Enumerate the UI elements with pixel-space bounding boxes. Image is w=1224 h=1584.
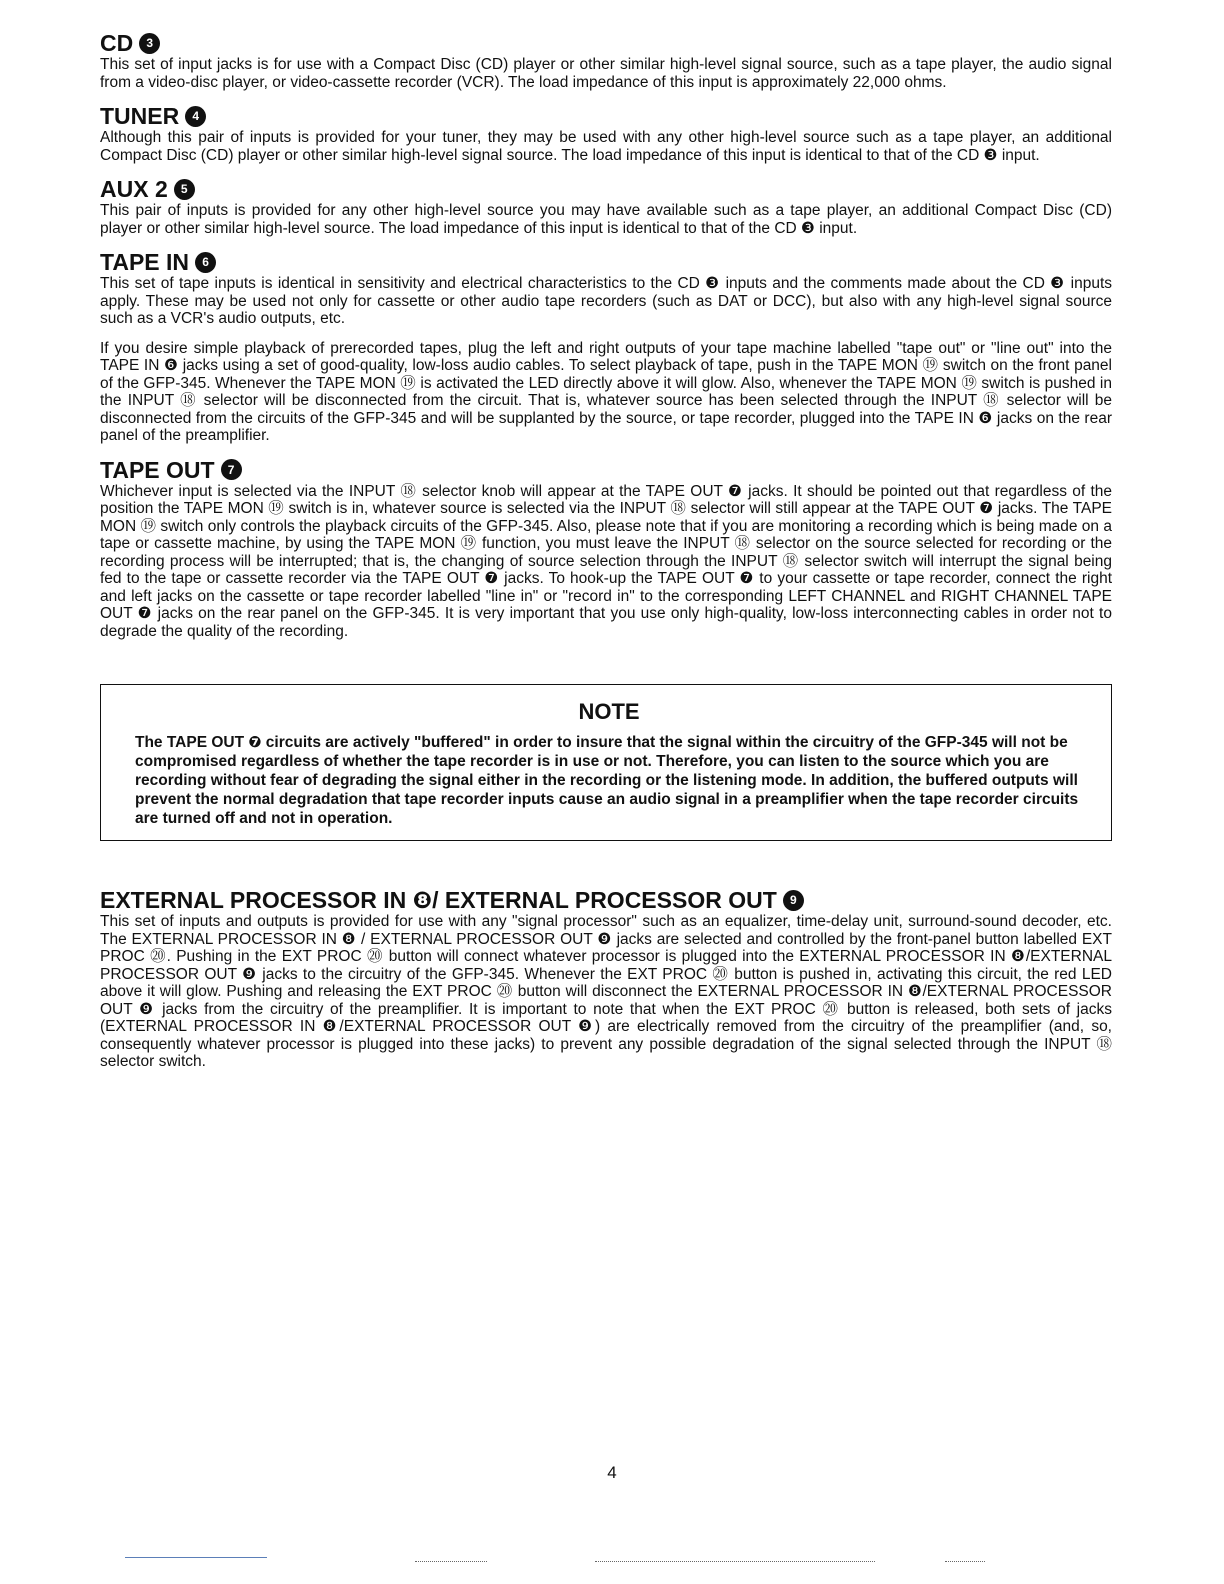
page-number: 4 xyxy=(607,1463,617,1482)
section-aux2 xyxy=(100,176,1112,237)
section-title: TUNER xyxy=(100,103,180,129)
section-paragraph: This set of inputs and outputs is provided for use with any "signal processor" such as an equalizer, time-delay unit, surround-sound decoder, etc. The EXTERNAL PROCESSOR IN ❽ / EXTERNAL PROCESSOR OUT ❾ jacks are selected and controlled by the front-panel button labelled EXT PROC ⑳. Pushing in the EXT PROC ⑳ button will connect whatever processor is plugged into the EXTERNAL PROCESSOR IN ❽/EXTERNAL PROCESSOR OUT ❾ jacks to the circuitry of the GFP-345. Whenever the EXT PROC ⑳ button is pushed in, activating this circuit, the red LED above it will glow. Pushing and releasing the EXT PROC ⑳ button will disconnect the EXTERNAL PROCESSOR IN ❽/EXTERNAL PROCESSOR OUT ❾ jacks from the circuitry of the preamplifier. It is important to note that when the EXT PROC ⑳ button is released, both sets of jacks (EXTERNAL PROCESSOR IN ❽/EXTERNAL PROCESSOR OUT ❾) are electrically removed from the circuitry of the preamplifier (and, so, consequently whatever processor is plugged into these jacks) to prevent any possible degradation of the signal selected through the INPUT ⑱ selector switch. xyxy=(100,913,1112,1070)
footer-dotted-rule xyxy=(945,1561,985,1562)
callout-marker-icon: 4 xyxy=(185,106,206,127)
section-heading xyxy=(100,457,1112,483)
callout-marker-icon: 9 xyxy=(783,890,804,911)
section-heading xyxy=(100,176,1112,202)
section-tape-out xyxy=(100,457,1112,641)
section-title: CD xyxy=(100,30,134,56)
section-title: EXTERNAL PROCESSOR IN ❽/ EXTERNAL PROCESSOR OUT xyxy=(100,887,777,913)
footer-dotted-rule xyxy=(415,1561,487,1562)
section-paragraph: This set of input jacks is for use with a Compact Disc (CD) player or other similar high-level signal source, such as a tape player, the audio signal from a video-disc player, or video-cassette recorder (VCR). The load impedance of this input is approximately 22,000 ohms. xyxy=(100,56,1112,91)
section-tuner xyxy=(100,103,1112,164)
section-paragraph: This pair of inputs is provided for any other high-level source you may have available such as a tape player, an additional Compact Disc (CD) player or other similar high-level source. The load impedance of this input is identical to that of the CD ❸ input. xyxy=(100,202,1112,237)
footer-rule xyxy=(125,1557,267,1558)
section-heading xyxy=(100,887,1112,913)
section-external-processor xyxy=(100,887,1112,1071)
note-box xyxy=(100,684,1112,841)
section-heading xyxy=(100,103,1112,129)
callout-marker-icon: 6 xyxy=(195,252,216,273)
note-text: The TAPE OUT ❼ circuits are actively "buffered" in order to insure that the signal within the circuitry of the GFP-345 will not be compromised regardless of whether the tape recorder is in use or not. Therefore, you can listen to the source which you are recording without fear of degrading the signal either in the recording or the listening mode. In addition, the buffered outputs will prevent the normal degradation that tape recorder inputs cause an audio signal in a preamplifier when the tape recorder circuits are turned off and not in operation. xyxy=(135,734,1079,827)
section-tape-in xyxy=(100,249,1112,445)
section-title: TAPE IN xyxy=(100,249,190,275)
section-title: TAPE OUT xyxy=(100,456,215,483)
footer-dotted-rule xyxy=(595,1561,875,1562)
section-heading xyxy=(100,30,1112,56)
callout-marker-icon: 3 xyxy=(139,33,160,54)
section-paragraph: Whichever input is selected via the INPUT ⑱ selector knob will appear at the TAPE OUT ❼ jacks. It should be pointed out that regardless of the position the TAPE MON ⑲ switch is in, whatever source is selected via the INPUT ⑱ selector will still appear at the TAPE OUT ❼ jacks. The TAPE MON ⑲ switch only controls the playback circuits of the GFP-345. Also, please note that if you are monitoring a recording which is being made on a tape or cassette machine, by using the TAPE MON ⑲ function, you must leave the INPUT ⑱ selector on the source selected for recording or the recording process will be interrupted; that is, the changing of source selection through the INPUT ⑱ selector switch will interrupt the signal being fed to the tape or cassette recorder via the TAPE OUT ❼ jacks. To hook-up the TAPE OUT ❼ to your cassette or tape recorder, connect the right and left jacks on the cassette or tape recorder labelled "line in" or "record in" to the corresponding LEFT CHANNEL and RIGHT CHANNEL TAPE OUT ❼ jacks on the rear panel on the GFP-345. It is very important that you use only high-quality, low-loss interconnecting cables in order not to degrade the quality of the recording. xyxy=(100,482,1112,640)
document-page xyxy=(100,30,1112,1083)
callout-marker-icon: 7 xyxy=(221,459,242,480)
section-cd xyxy=(100,30,1112,91)
section-title: AUX 2 xyxy=(100,176,168,202)
section-paragraph: If you desire simple playback of prerecorded tapes, plug the left and right outputs of your tape machine labelled "tape out" or "line out" into the TAPE IN ❻ jacks using a set of good-quality, low-loss audio cables. To select playback of tape, push in the TAPE MON ⑲ switch on the front panel of the GFP-345. Whenever the TAPE MON ⑲ is activated the LED directly above it will glow. Also, whenever the TAPE MON ⑲ switch is pushed in the INPUT ⑱ selector will be disconnected from the circuit. That is, whatever source has been selected through the INPUT ⑱ selector will be disconnected from the circuits of the GFP-345 and will be supplanted by the source, or tape recorder, plugged into the TAPE IN ❻ jacks on the rear panel of the preamplifier. xyxy=(100,339,1112,444)
note-title: NOTE xyxy=(578,699,640,724)
section-paragraph: Although this pair of inputs is provided for your tuner, they may be used with any other high-level source such as a tape player, an additional Compact Disc (CD) player or other similar high-level signal source. The load impedance of this input is identical to that of the CD ❸ input. xyxy=(100,129,1112,164)
section-heading xyxy=(100,249,1112,275)
section-paragraph: This set of tape inputs is identical in sensitivity and electrical characteristics to the CD ❸ inputs and the comments made about the CD ❸ inputs apply. These may be used not only for cassette or other audio tape recorders (such as DAT or DCC), but also with any high-level signal source such as a VCR's audio outputs, etc. xyxy=(100,275,1112,327)
callout-marker-icon: 5 xyxy=(174,179,195,200)
